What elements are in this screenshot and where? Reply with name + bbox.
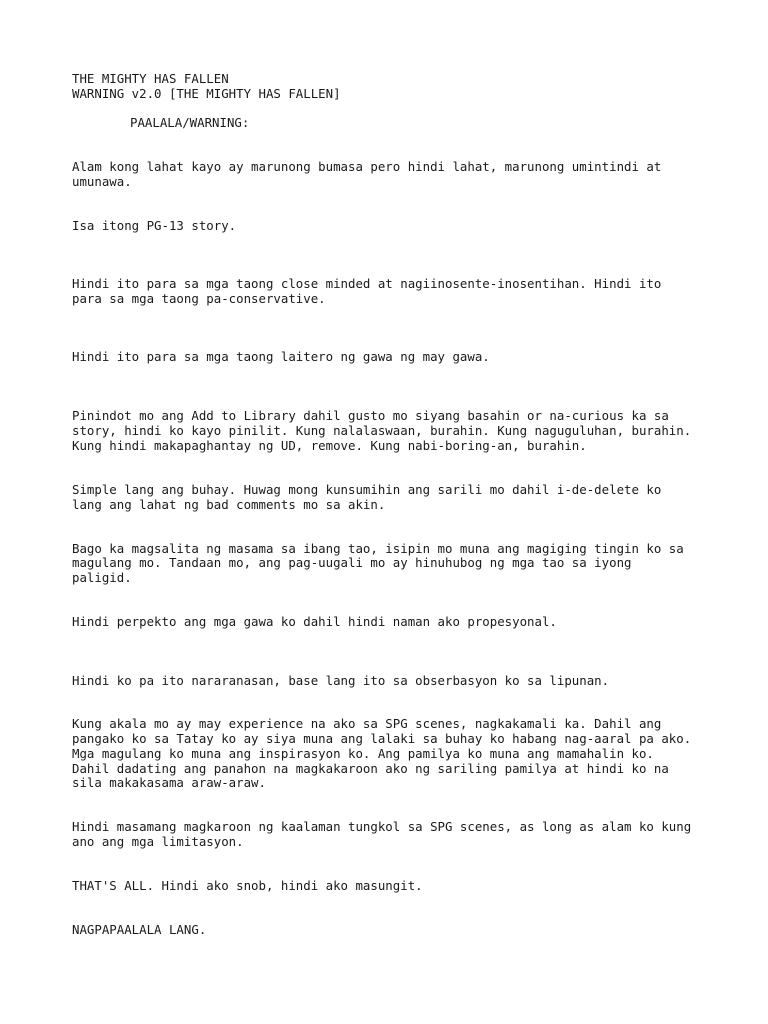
paragraph-line: Hindi ito para sa mga taong laitero ng gawa ng may gawa. bbox=[72, 349, 490, 364]
document-subtitle: WARNING v2.0 [THE MIGHTY HAS FALLEN] bbox=[72, 86, 341, 101]
paragraph-line: Simple lang ang buhay. Huwag mong kunsumihin ang sarili mo dahil i-de-delete ko bbox=[72, 482, 662, 497]
paragraph-line: Mga magulang ko muna ang inspirasyon ko. Ang pamilya ko muna ang mamahalin ko. bbox=[72, 746, 654, 761]
paragraph-line: Hindi perpekto ang mga gawa ko dahil hindi naman ako propesyonal. bbox=[72, 614, 557, 629]
paragraph-line: Dahil dadating ang panahon na magkakaroon ako ng sariling pamilya at hindi ko na bbox=[72, 761, 669, 776]
paragraph-line: lang ang lahat ng bad comments mo sa akin. bbox=[72, 497, 386, 512]
paragraph-line: THAT'S ALL. Hindi ako snob, hindi ako masungit. bbox=[72, 878, 423, 893]
paragraph-line: Kung hindi makapaghantay ng UD, remove. Kung nabi-boring-an, burahin. bbox=[72, 438, 587, 453]
paragraph-line: Hindi ito para sa mga taong close minded at nagiinosente-inosentihan. Hindi ito bbox=[72, 276, 662, 291]
paragraph-line: NAGPAPAALALA LANG. bbox=[72, 922, 207, 937]
document-title: THE MIGHTY HAS FALLEN bbox=[72, 71, 229, 86]
warning-heading: PAALALA/WARNING: bbox=[130, 115, 250, 130]
paragraph-line: paligid. bbox=[72, 570, 132, 585]
paragraph-line: Pinindot mo ang Add to Library dahil gusto mo siyang basahin or na-curious ka sa bbox=[72, 408, 669, 423]
paragraph-line: pangako ko sa Tatay ko ay siya muna ang lalaki sa buhay ko habang nag-aaral pa ako. bbox=[72, 731, 692, 746]
paragraph-line: Bago ka magsalita ng masama sa ibang tao, isipin mo muna ang magiging tingin ko sa bbox=[72, 541, 684, 556]
paragraph-line: umunawa. bbox=[72, 174, 132, 189]
paragraph-line: Alam kong lahat kayo ay marunong bumasa pero hindi lahat, marunong umintindi at bbox=[72, 159, 662, 174]
paragraph-line: Isa itong PG-13 story. bbox=[72, 218, 237, 233]
paragraph-line: Kung akala mo ay may experience na ako sa SPG scenes, nagkakamali ka. Dahil ang bbox=[72, 716, 662, 731]
paragraph-line: Hindi ko pa ito nararanasan, base lang ito sa obserbasyon ko sa lipunan. bbox=[72, 673, 610, 688]
paragraph-line: Hindi masamang magkaroon ng kaalaman tungkol sa SPG scenes, as long as alam ko kung bbox=[72, 819, 692, 834]
paragraph-line: story, hindi ko kayo pinilit. Kung nalalaswaan, burahin. Kung naguguluhan, burahin. bbox=[72, 423, 692, 438]
paragraph-line: magulang mo. Tandaan mo, ang pag-uugali mo ay hinuhubog ng mga tao sa iyong bbox=[72, 555, 632, 570]
paragraph-line: para sa mga taong pa-conservative. bbox=[72, 291, 326, 306]
paragraph-line: sila makakasama araw-araw. bbox=[72, 775, 266, 790]
paragraph-line: ano ang mga limitasyon. bbox=[72, 834, 244, 849]
